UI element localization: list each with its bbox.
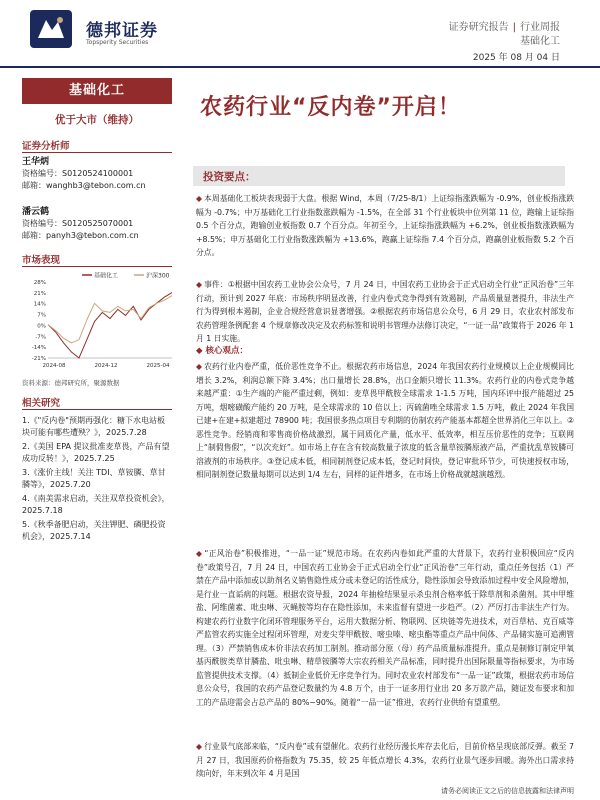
y-tick-label: 7% <box>37 312 46 319</box>
y-tick-label: 14% <box>33 301 46 308</box>
core-text-2: “正风治卷”积极推进，“一品一证”规范市场。在农药内卷如此严重的大背景下，农药行业积极回应“反内卷”政策号召，7 月 24 日，中国农药工业协会于正式启动全行业“正风治卷”三年行动，重点任务包括（1）严禁在产品中添加或以助剂名义销售隐性成分或未登记的活性成分，隐性添加会导致添加过程中安全风险增加，是行业一直诟病的问题。根据农资导报，2024 年抽检结果显示杀虫剂合格率低于除草剂和杀菌剂。其中甲维盐、阿维菌素、吡虫啉、灭蝇胺等均存在隐性添加，未来监督有望进一步趋严。（2）严厉打击非法生产行为。构建农药行业数字化闭环管理服务平台，运用大数据分析、物联网、区块链等先进技术，对百草枯、克百威等严监管农药实施全过程闭环管理，对麦尖芽甲酰胺、嘧虫嗪、嘧虫酯等重点产品中间体、产品储实施可追溯管理。（3）严禁销售成本价非法农药加工制剂。推动部分原（母）药产品质量标准提升。重点是制修订制定甲氧基丙酰胺类草甘膦盐、吡虫啉、精草铵膦等大宗农药相关产品标准，同时提升出国际限量等指标要求，为市场监管提供技术支撑。（4）抵制企业低价无序竞争行为。同时农业农村部发布“一品一证”政策，根据农药市场信息公众号，我国的农药产品登记数量约为 4.8 万个，由于一证多用行业出 20 多万款产品，随证发布要求和加工的产品迎需会占总产品的 80%~90%。随着“一品一证”推进，农药行业供给有望重塑。 <box>196 549 574 707</box>
related-title: 相关研究 <box>22 398 61 409</box>
industry-rating: 优于大市（维持） <box>55 114 139 126</box>
y-tick-label: 28% <box>33 280 46 286</box>
core-text-3: 行业景气底部来临，“反内卷”或有望催化。农药行业经历漫长库存去化后，目前价格呈现底部反弹。截至 7 月 27 日，我国原药价格指数为 75.35，较 25 年低点增长 4.3%，农药行业景气逐步回暖。海外出口需求持续向好，年末到次年 4 月是国 <box>196 742 574 778</box>
report-title: 农药行业“反内卷”开启！ <box>200 95 461 120</box>
analyst-card <box>22 206 139 242</box>
bullet-icon: ◆ <box>196 742 203 751</box>
y-tick-label: 0% <box>37 323 46 330</box>
market-performance-chart <box>22 270 177 375</box>
brand-logo-icon <box>30 10 72 48</box>
bullet-icon: ◆ <box>196 549 203 558</box>
analyst-card <box>22 156 146 192</box>
bullet-icon: ◆ <box>196 346 206 356</box>
series-line <box>48 296 172 343</box>
x-tick-label: 2024-12 <box>94 363 118 369</box>
y-tick-label: -14% <box>31 345 46 352</box>
footer-disclaimer: 请务必阅读正文之后的信息披露和法律声明 <box>441 787 574 795</box>
legend-label: 基础化工 <box>94 272 119 280</box>
legend-label: 沪深300 <box>146 272 170 280</box>
header-divider <box>0 66 600 68</box>
analyst-email[interactable]: 邮箱：wanghb3@tebon.com.cn <box>22 181 146 190</box>
analysts-title: 证券分析师 <box>22 141 70 152</box>
doc-type: 证券研究报告 <box>448 22 509 33</box>
left-sidebar <box>0 70 170 800</box>
core-title-text: 核心观点： <box>205 346 249 356</box>
report-date: 2025 年 08 月 04 日 <box>472 53 560 63</box>
y-tick-label: -7% <box>35 334 46 341</box>
market-divider <box>22 266 172 267</box>
related-item[interactable]: 5.《秋季备肥启动，关注钾肥、磷肥投资机会》，2025.7.14 <box>22 520 166 541</box>
sector-banner: 基础化工 <box>22 78 172 104</box>
related-item[interactable]: 1.《"反内卷"预期再强化：糖下水电站板块可能有哪些遭殃？》，2025.7.28 <box>22 416 165 437</box>
bullet-icon: ◆ <box>196 280 203 289</box>
doc-kind: 行业周报 <box>520 22 560 33</box>
bullet-icon: ◆ <box>196 194 203 203</box>
chart-source: 资料来源：德邦研究所，聚源数据 <box>22 379 120 387</box>
report-header <box>0 0 600 70</box>
brand-name-en: Topsperity Securities <box>86 39 149 46</box>
market-title: 市场表现 <box>22 255 61 266</box>
series-line <box>48 293 172 358</box>
analysts-divider <box>22 152 172 153</box>
event-text: 事件：①根据中国农药工业协会公众号，7 月 24 日，中国农药工业协会于正式启动全行业“正风治卷”三年行动，预计到 2027 年底：市场秩序明显改善，行业内卷式竞争得到有效遏制，产品质量显著提升，非法生产行为得到根本遏制，企业合规经营意识显著增强。②根据农药市场信息公众号，6 月 29 日，农业农村部发布农药管理条例配套 4 个规章修改决定及农药标签和说明书管理办法修订决定，“一证一品”政策将于 2026 年 1 月 1 日实施。 <box>196 280 574 343</box>
x-tick-label: 2024-08 <box>42 363 66 369</box>
investment-banner <box>193 166 565 186</box>
analyst-cert: 资格编号：S0120525070001 <box>22 219 134 228</box>
related-item[interactable]: 4.《南美需求启动，关注双草投资机会》，2025.7.18 <box>22 494 170 515</box>
related-divider <box>22 409 172 410</box>
summary-text: 本周基础化工板块表现弱于大盘。根据 Wind，本周（7/25-8/1）上证综指涨跌幅为 -0.9%，创业板指涨跌幅为 -0.7%；中万基础化工行业指数涨跌幅为 -1.5%，在全部 31 个行业板块中位列第 11 位，跑输上证综指 0.5 个百分点，跑输创业板指数 0.7 个百分点。年初至今，上证综指涨跌幅为 +6.2%，创业板指数涨跌幅为 +8.5%；申万基础化工行业指数涨跌幅为 +13.6%，跑赢上证综指 7.4 个百分点，跑赢创业板指数 5.2 个百分点。 <box>196 194 574 257</box>
bullet-icon: ◆ <box>196 362 203 371</box>
related-list <box>22 415 172 545</box>
core-paragraph-1 <box>196 360 574 482</box>
y-tick-label: 21% <box>33 290 46 297</box>
related-item[interactable]: 2.《美国 EPA 提议批准麦草畏，产品有望成功反转！》，2025.7.25 <box>22 442 170 463</box>
brand-name: 德邦证券 <box>86 21 158 41</box>
analyst-email[interactable]: 邮箱：panyh3@tebon.com.cn <box>22 231 139 240</box>
doc-sector: 基础化工 <box>520 36 560 47</box>
summary-paragraph <box>196 192 574 260</box>
x-tick-label: 2025-04 <box>146 363 170 369</box>
doc-type-line: 证券研究报告 | 行业周报 <box>448 22 560 33</box>
core-paragraph-3 <box>196 740 574 780</box>
investment-title: 投资要点： <box>203 171 256 183</box>
analyst-cert: 资格编号：S0120524100001 <box>22 169 134 178</box>
y-tick-label: -21% <box>31 356 46 362</box>
analyst-name: 王华炳 <box>22 157 50 167</box>
core-text-1: 农药行业内卷严重，低价恶性竞争不止。根据农药市场信息，2024 年我国农药行业规模以上企业规模同比增长 3.2%，利润总额下降 3.4%；出口量增长 28.8%，出口金额只增长 11.3%。农药行业的内卷式竞争越来越严重：①生产端的产能严重过剩，例如：麦草畏甲酰胺全球需求 1-1.5 万吨，国内环评中报产能超过 25 万吨，烟嘧磺酸产能约 20 万吨，是全球需求的 10 倍以上；丙硫菌唑全球需求 1.5 万吨，截止 2024 年我国已建+在建+拟建超过 78900 吨；我国很多热点项目专利期的仿制农药产能基本都超全世界消化三年以上。②恶性竞争。经销商和零售商价格战激烈，属于同质化产量，低水平、低效率，相互压价恶性的竞争；互联网上“制假售假”，“以次充好”。如市场上存在含有较高数量子浓度的低含量草铵膦原液产品，严重扰乱草铵膦可溶液剂的市场秩序。③登记成本低，相同制剂登记成本低，登记时间快，登记审批环节少，可快速授权市场，相同制剂登记数量每期可以达到 1/4 左右，同样的证件增多，在市场上价格战就越演越烈。 <box>196 362 574 479</box>
related-item[interactable]: 3.《涨价主线！关注 TDI、草铵膦、草甘膦等》，2025.7.20 <box>22 468 166 489</box>
analyst-name: 潘云鹤 <box>22 207 50 217</box>
event-paragraph <box>196 278 574 346</box>
core-paragraph-2 <box>196 547 574 709</box>
core-views-title <box>196 344 248 356</box>
